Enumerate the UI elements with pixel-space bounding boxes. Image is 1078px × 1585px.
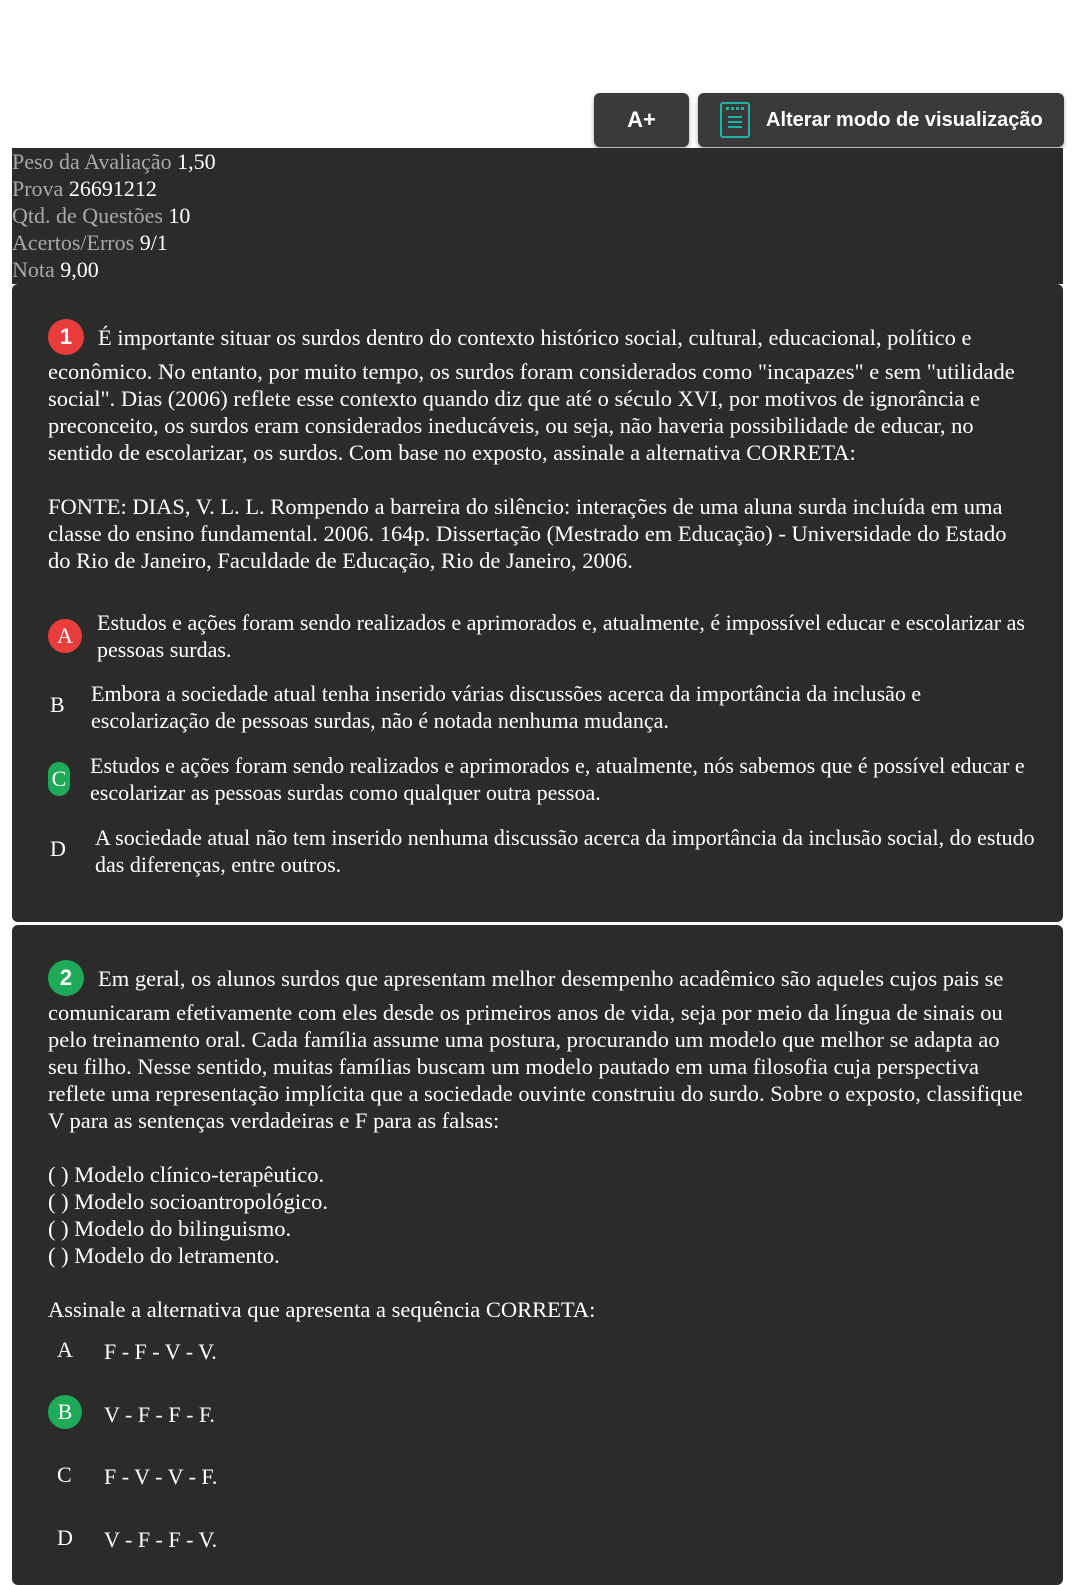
summary-hits-misses: Acertos/Erros 9/1 <box>12 230 168 255</box>
exam-summary <box>12 148 1063 284</box>
option-letter-correct: C <box>48 762 70 796</box>
summary-grade: Nota 9,00 <box>12 257 99 282</box>
question-1-option-b[interactable]: B Embora a sociedade atual tenha inserido várias discussões acerca da importância da inclusão e escolarização de pessoas surdas, não é notada nenhuma mudança. <box>50 681 922 733</box>
question-2-option-d[interactable]: D V - F - F - V. <box>57 1525 218 1552</box>
question-number-badge: 1 <box>48 319 84 355</box>
option-letter: D <box>50 836 66 861</box>
question-2-instruction: Assinale a alternativa que apresenta a sequência CORRETA: <box>48 1297 596 1322</box>
option-letter: C <box>57 1462 72 1487</box>
option-letter-correct: B <box>48 1395 82 1429</box>
question-2-statement: 2 Em geral, os alunos surdos que apresentam melhor desempenho acadêmico são aqueles cujos pais se comunicaram efetivamente com eles desde os primeiros anos de vida, seja por meio da língua de sinais ou pelo treinamento oral. Cada família assume uma postura, procurando um modelo que melhor se adapta ao seu filho. Nesse sentido, muitas famílias buscam um modelo pautado em uma filosofia cuja perspectiva reflete uma representação implícita que a sociedade ouvinte construiu do surdo. Sobre o exposto, classifique V para as sentenças verdadeiras e F para as falsas: ( ) Modelo clínico-terapêutico. ( ) Modelo socioantropológico. ( ) Modelo do bilinguismo. ( ) Modelo do letramento. Assinale a alternativa que apresenta a sequência CORRETA: <box>48 963 1033 1323</box>
statement-item: ( ) Modelo do letramento. <box>48 1243 280 1268</box>
question-1-option-c[interactable]: C Estudos e ações foram sendo realizados e aprimorados e, atualmente, nós sabemos que é possível educar e escolarizar as pessoas surdas como qualquer outra pessoa. <box>48 752 1038 812</box>
increase-font-button[interactable]: A+ <box>594 93 689 147</box>
question-2-option-b[interactable]: B V - F - F - F. <box>48 1393 1038 1433</box>
change-view-mode-label: Alterar modo de visualização <box>766 108 1043 131</box>
option-letter: A <box>57 1337 73 1362</box>
question-number-badge: 2 <box>48 960 84 996</box>
question-card-2 <box>12 925 1063 1585</box>
view-mode-icon <box>720 102 750 138</box>
option-letter-wrong: A <box>48 619 82 653</box>
question-card-1 <box>12 284 1063 922</box>
summary-weight: Peso da Avaliação 1,50 <box>12 149 216 174</box>
question-2-option-c[interactable]: C F - V - V - F. <box>57 1462 218 1489</box>
option-letter: B <box>50 692 65 717</box>
change-view-mode-button[interactable] <box>698 93 1064 147</box>
statement-item: ( ) Modelo do bilinguismo. <box>48 1216 292 1241</box>
statement-item: ( ) Modelo clínico-terapêutico. <box>48 1162 325 1187</box>
summary-question-count: Qtd. de Questões 10 <box>12 203 191 228</box>
question-1-option-a[interactable]: A Estudos e ações foram sendo realizados e aprimorados e, atualmente, é impossível educar e escolarizar as pessoas surdas. <box>48 609 1038 669</box>
summary-exam: Prova 26691212 <box>12 176 157 201</box>
option-letter: D <box>57 1525 73 1550</box>
question-1-statement: 1 É importante situar os surdos dentro do contexto histórico social, cultural, educacional, político e econômico. No entanto, por muito tempo, os surdos foram considerados como "incapazes" e sem "utilidade social". Dias (2006) reflete esse contexto quando diz que até o século XVI, por motivos de ignorância e preconceito, os surdos eram considerados ineducáveis, ou seja, não haveria possibilidade de educar, no sentido de escolarizar, os surdos. Com base no exposto, assinale a alternativa CORRETA: FONTE: DIAS, V. L. L. Rompendo a barreira do silêncio: interações de uma aluna surda incluída em uma classe do ensino fundamental. 2006. 164p. Dissertação (Mestrado em Educação) - Universidade do Estado do Rio de Janeiro, Faculdade de Educação, Rio de Janeiro, 2006. <box>48 322 1033 574</box>
statement-item: ( ) Modelo socioantropológico. <box>48 1189 328 1214</box>
question-1-source: FONTE: DIAS, V. L. L. Rompendo a barreira do silêncio: interações de uma aluna surda incluída em uma classe do ensino fundamental. 2006. 164p. Dissertação (Mestrado em Educação) - Universidade do Estado do Rio de Janeiro, Faculdade de Educação, Rio de Janeiro, 2006. <box>48 494 1007 573</box>
question-2-option-a[interactable]: A F - F - V - V. <box>57 1337 217 1364</box>
question-1-option-d[interactable]: D A sociedade atual não tem inserido nenhuma discussão acerca da importância da inclusão social, do estudo das diferenças, entre outros. <box>50 825 1035 877</box>
